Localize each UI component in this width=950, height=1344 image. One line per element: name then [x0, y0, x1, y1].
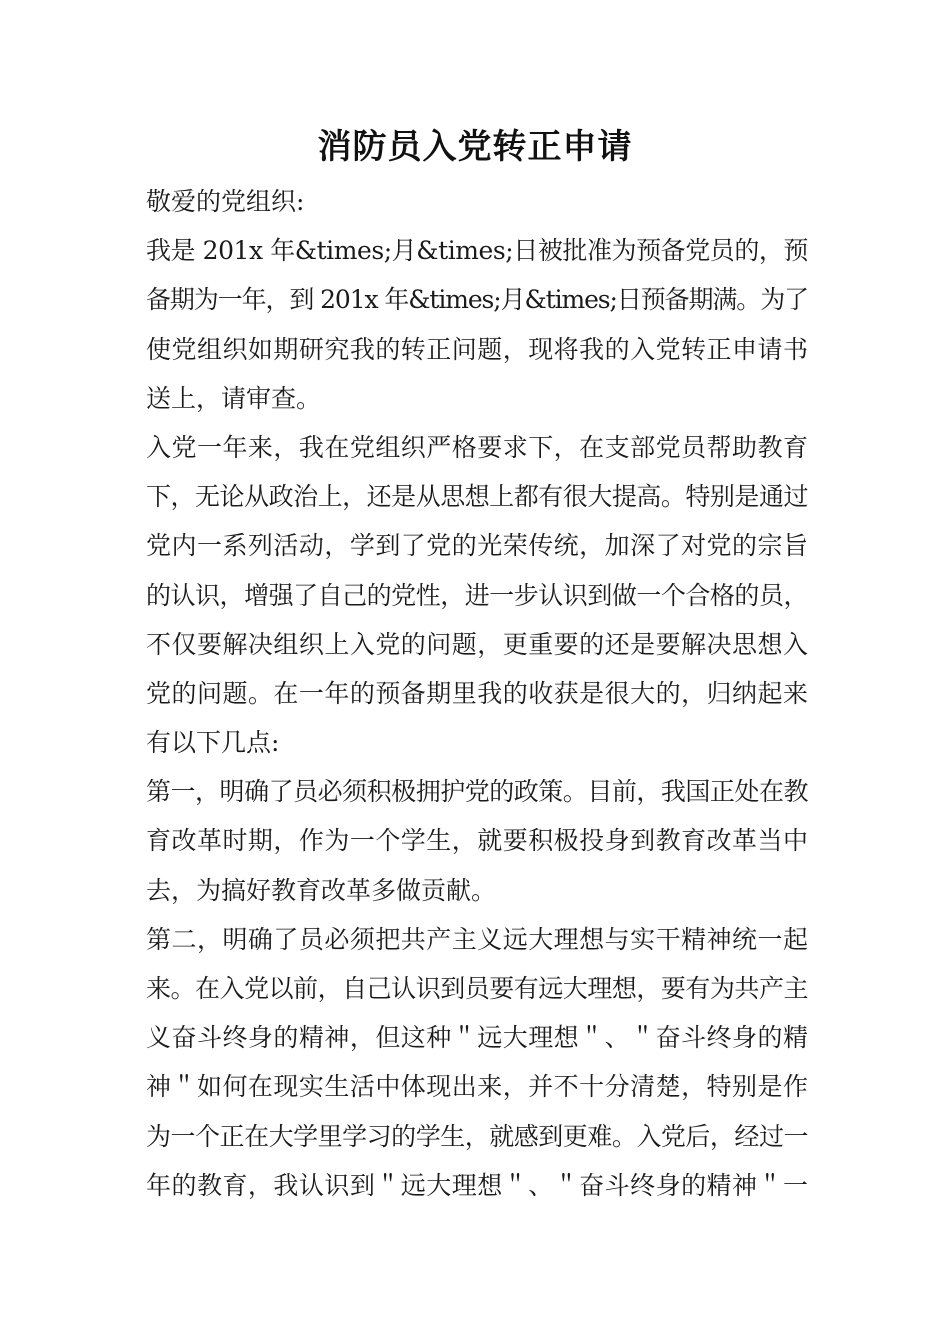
- body-line: 去，为搞好教育改革多做贡献。: [146, 875, 497, 905]
- body-line: 入党一年来，我在党组织严格要求下，在支部党员帮助教育: [146, 432, 808, 462]
- body-line: 义奋斗终身的精神，但这种＂远大理想＂、＂奋斗终身的精: [146, 1023, 808, 1053]
- body-line: 敬爱的党组织:: [146, 187, 305, 216]
- body-line: 第一，明确了员必须积极拥护党的政策。目前，我国正处在教: [146, 777, 808, 807]
- body-line: 不仅要解决组织上入党的问题，更重要的还是要解决思想入: [146, 629, 808, 659]
- body-line: 年的教育，我认识到＂远大理想＂、＂奋斗终身的精神＂一: [146, 1170, 808, 1200]
- body-line: 育改革时期，作为一个学生，就要积极投身到教育改革当中: [146, 826, 808, 856]
- body-line: 送上，请审查。: [146, 383, 322, 413]
- body-line: 下，无论从政治上，还是从思想上都有很大提高。特别是通过: [146, 482, 808, 512]
- body-line: 的认识，增强了自己的党性，进一步认识到做一个合格的员，: [146, 580, 808, 610]
- document-body: [146, 177, 808, 1210]
- body-line: 第二，明确了员必须把共产主义远大理想与实干精神统一起: [146, 924, 808, 954]
- body-line: 备期为一年，到 201x 年&times;月&times;日预备期满。为了: [146, 285, 808, 315]
- body-line: 使党组织如期研究我的转正问题，现将我的入党转正申请书: [146, 334, 808, 364]
- body-line: 党的问题。在一年的预备期里我的收获是很大的，归纳起来: [146, 678, 808, 708]
- body-line: 党内一系列活动，学到了党的光荣传统，加深了对党的宗旨: [146, 531, 808, 561]
- body-line: 我是 201x 年&times;月&times;日被批准为预备党员的，预: [146, 236, 808, 266]
- body-line: 来。在入党以前，自己认识到员要有远大理想，要有为共产主: [146, 974, 808, 1003]
- document-title: 消防员入党转正申请: [317, 127, 633, 167]
- body-line: 神＂如何在现实生活中体现出来，并不十分清楚，特别是作: [146, 1072, 808, 1102]
- body-line: 为一个正在大学里学习的学生，就感到更难。入党后，经过一: [146, 1121, 808, 1151]
- body-line: 有以下几点:: [146, 728, 280, 758]
